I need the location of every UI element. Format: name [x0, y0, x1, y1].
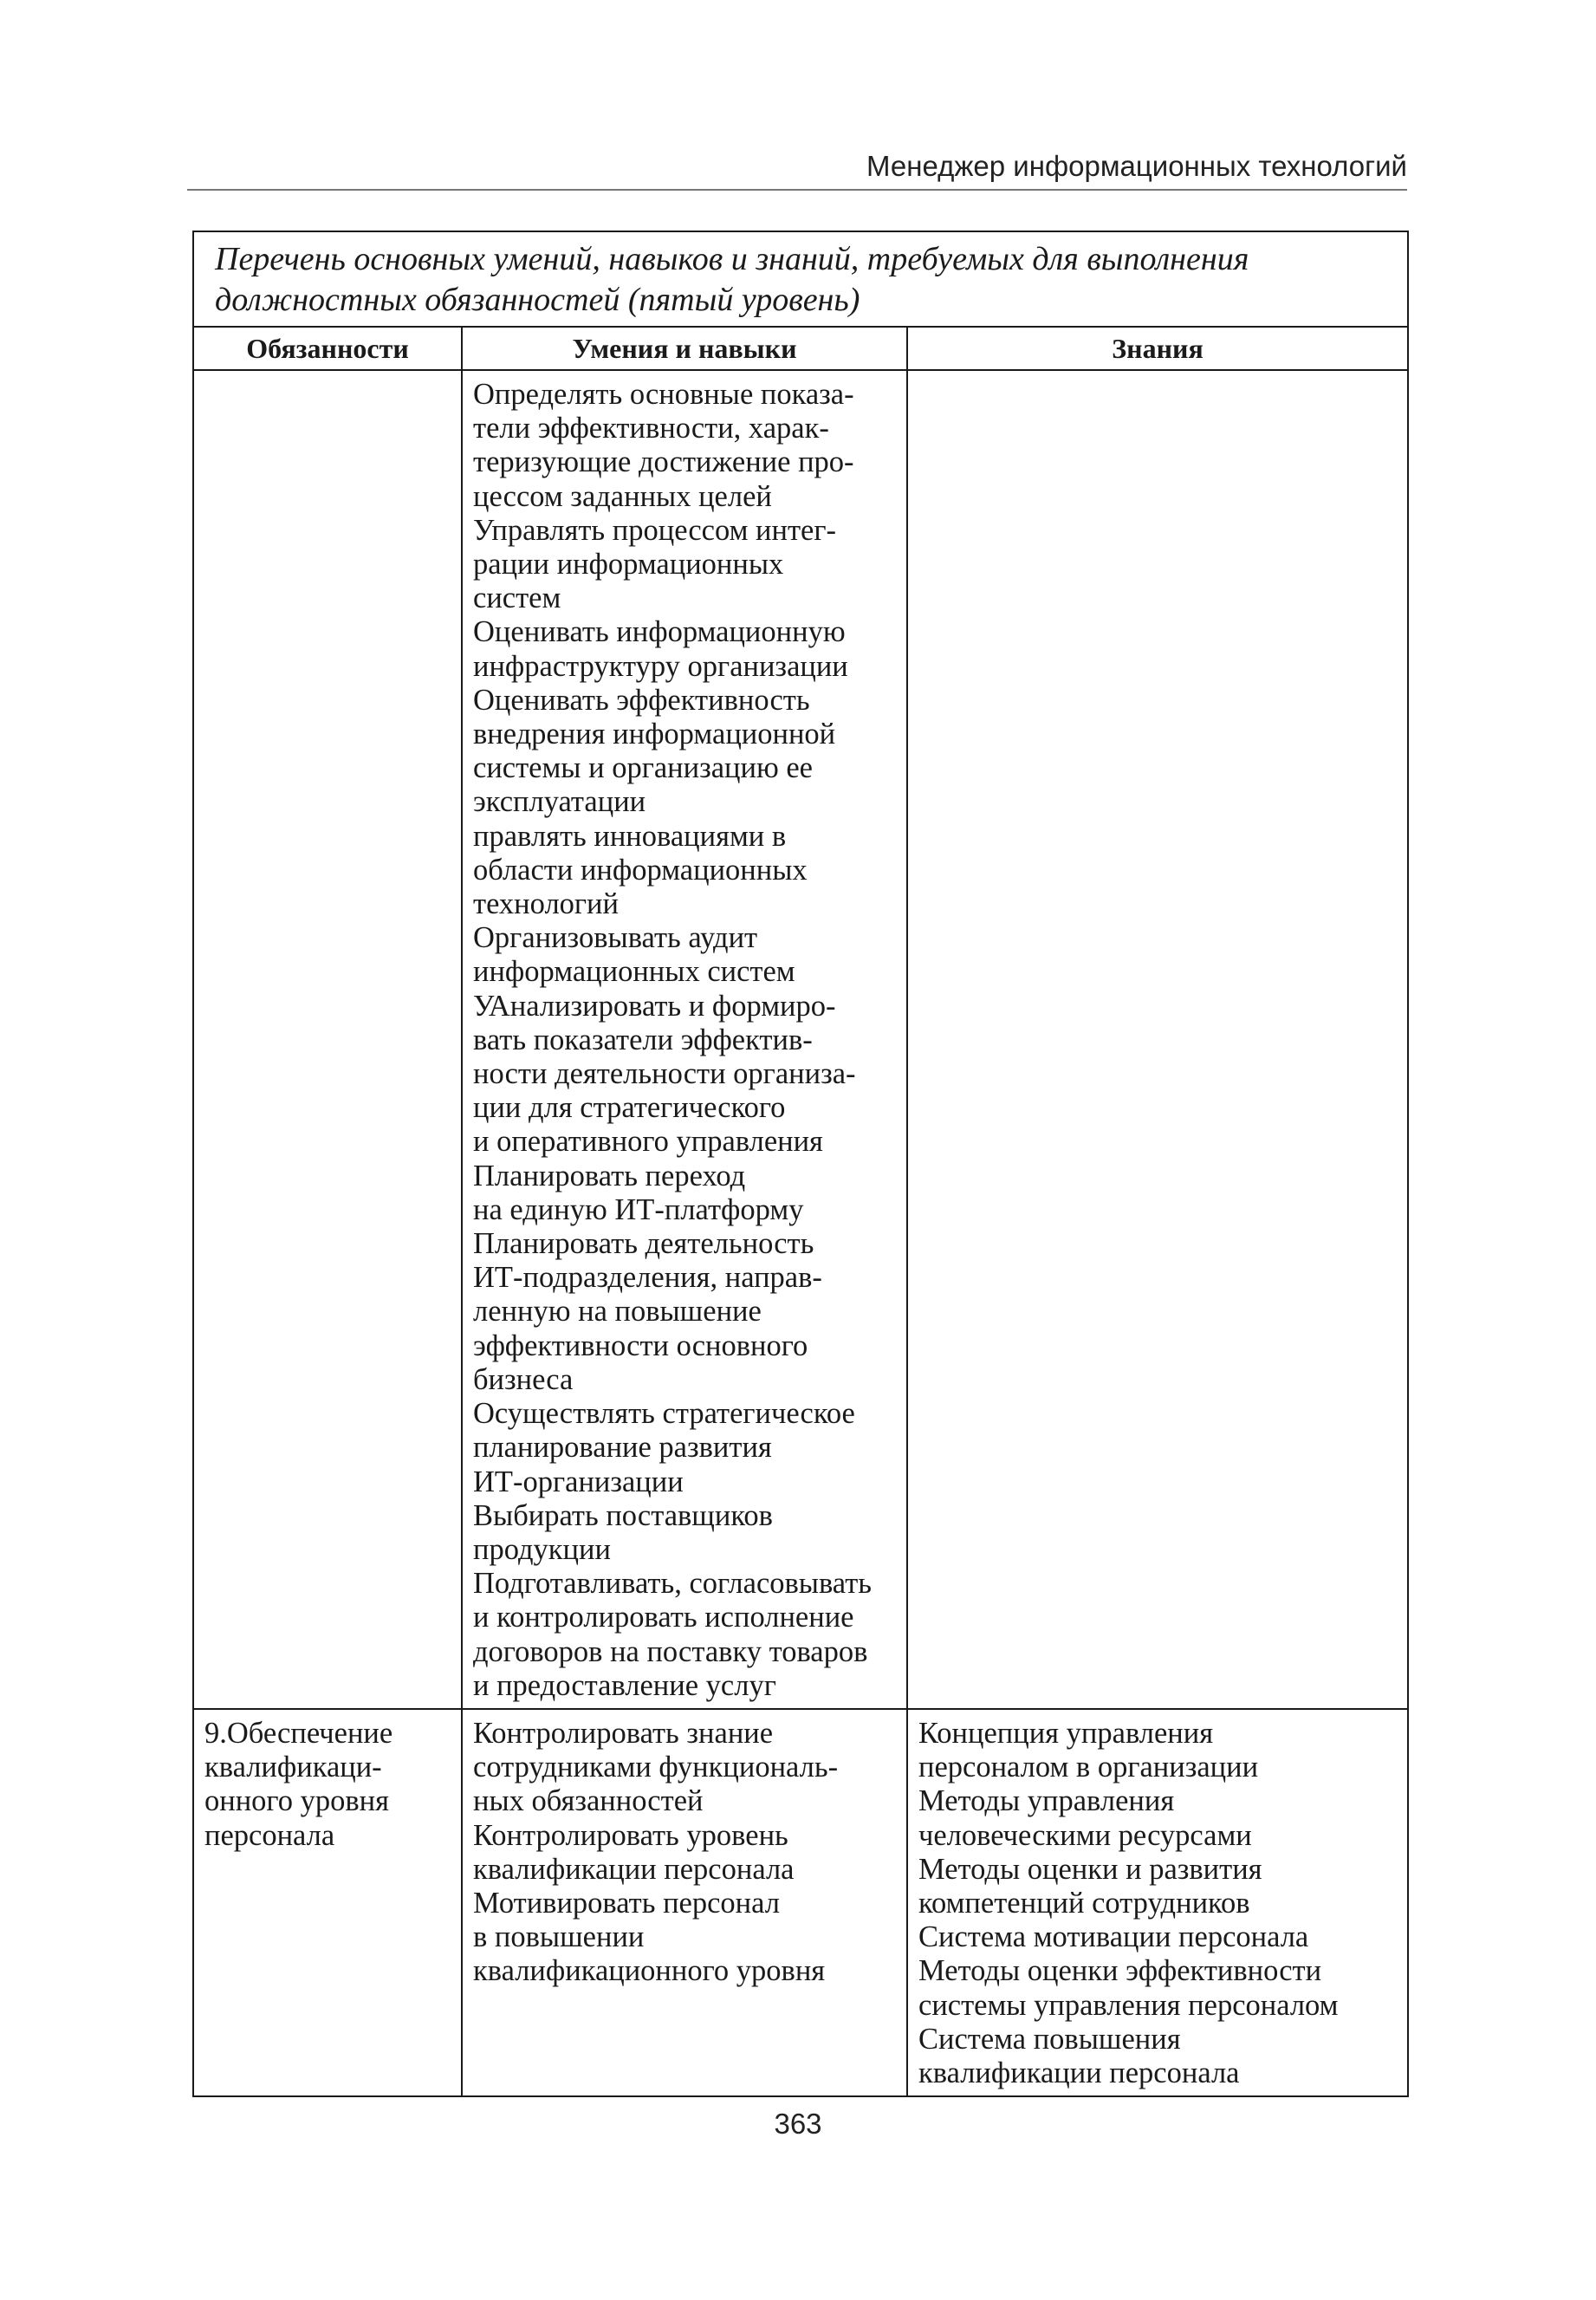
cell-text-line: планирование развития: [473, 1431, 772, 1465]
cell-text-line: области информационных: [473, 853, 808, 887]
table-row: [193, 370, 1408, 1709]
cell-text-line: Управлять процессом интег-: [473, 513, 837, 547]
cell-text-line: ИТ-организации: [473, 1465, 684, 1498]
cell-text-line: Концепция управления: [918, 1716, 1214, 1750]
cell-text-line: в повышении: [473, 1920, 645, 1954]
cell-text-line: онного уровня: [204, 1784, 389, 1818]
cell-text-line: вать показатели эффектив-: [473, 1023, 813, 1056]
cell-text-line: Контролировать знание: [473, 1716, 774, 1750]
cell-text-line: внедрения информационной: [473, 718, 836, 751]
cell-text-line: Методы управления: [918, 1784, 1175, 1818]
cell-text-line: ных обязанностей: [473, 1784, 704, 1818]
column-header-knowledge: Знания: [907, 327, 1408, 370]
cell-text-line: Система мотивации персонала: [918, 1920, 1309, 1954]
cell-text-line: УАнализировать и формиро-: [473, 989, 836, 1023]
table-row: [193, 1709, 1408, 2096]
cell-text-line: компетенций сотрудников: [918, 1886, 1250, 1920]
cell-text-line: Осуществлять стратегическое: [473, 1397, 855, 1431]
cell-text-line: ции для стратегического: [473, 1091, 786, 1125]
running-header: Менеджер информационных технологий: [187, 149, 1407, 191]
page-number: 363: [774, 2108, 822, 2140]
cell-text-line: персоналом в организации: [918, 1751, 1259, 1784]
cell-text-line: ленную на повышение: [473, 1295, 762, 1329]
cell-text-line: систем: [473, 581, 561, 615]
cell-text-line: ИТ-подразделения, направ-: [473, 1261, 822, 1295]
cell-text-line: эксплуатации: [473, 785, 646, 819]
cell-text-line: Определять основные показа-: [473, 378, 854, 411]
cell-text-line: квалификации персонала: [918, 2056, 1240, 2089]
cell-text-line: квалификационного уровня: [473, 1954, 826, 1988]
knowledge-cell: [907, 1709, 1408, 2096]
column-header-row: [193, 327, 1408, 370]
duties-cell: [193, 370, 462, 1709]
cell-text-line: Организовывать аудит: [473, 921, 758, 955]
cell-text-line: Выбирать поставщиков: [473, 1498, 773, 1532]
cell-text-line: Методы оценки эффективности: [918, 1954, 1322, 1988]
cell-text-line: Контролировать уровень: [473, 1818, 788, 1852]
cell-text-line: Методы оценки и развития: [918, 1852, 1262, 1886]
cell-text-line: инфраструктуру организации: [473, 649, 848, 683]
table-caption-row: [193, 231, 1408, 327]
duties-cell: [193, 1709, 462, 2096]
table-caption-line: Перечень основных умений, навыков и знаний, требуемых для выполнения: [215, 241, 1249, 277]
cell-text-line: Планировать переход: [473, 1159, 746, 1192]
cell-text-line: Планировать деятельность: [473, 1227, 814, 1261]
cell-text-line: сотрудниками функциональ-: [473, 1751, 839, 1784]
column-header-duties: Обязанности: [193, 327, 462, 370]
cell-text-line: системы и организацию ее: [473, 751, 813, 785]
cell-text-line: и оперативного управления: [473, 1125, 823, 1159]
table-caption-line: должностных обязанностей (пятый уровень): [215, 282, 860, 318]
cell-text-line: человеческими ресурсами: [918, 1818, 1252, 1852]
cell-text-line: цессом заданных целей: [473, 479, 772, 513]
skills-cell: [462, 370, 907, 1709]
cell-text-line: Оценивать эффективность: [473, 683, 810, 717]
cell-text-line: 9.Обеспечение: [204, 1716, 393, 1750]
cell-text-line: системы управления персоналом: [918, 1988, 1339, 2022]
table-caption: [193, 231, 1408, 327]
cell-text-line: продукции: [473, 1532, 611, 1566]
cell-text-line: квалификаци-: [204, 1751, 382, 1784]
cell-text-line: ности деятельности организа-: [473, 1057, 856, 1091]
column-header-skills: Умения и навыки: [462, 327, 907, 370]
cell-text-line: рации информационных: [473, 548, 784, 581]
cell-text-line: Оценивать информационную: [473, 615, 846, 649]
cell-text-line: квалификации персонала: [473, 1852, 795, 1886]
cell-text-line: и контролировать исполнение: [473, 1601, 854, 1634]
cell-text-line: договоров на поставку товаров: [473, 1634, 868, 1668]
cell-text-line: теризующие достижение про-: [473, 445, 854, 479]
knowledge-cell: [907, 370, 1408, 1709]
cell-text-line: информационных систем: [473, 955, 795, 989]
cell-text-line: Система повышения: [918, 2022, 1181, 2056]
cell-text-line: бизнеса: [473, 1362, 574, 1396]
cell-text-line: Мотивировать персонал: [473, 1886, 780, 1920]
cell-text-line: технологий: [473, 887, 619, 921]
cell-text-line: и предоставление услуг: [473, 1668, 776, 1702]
cell-text-line: персонала: [204, 1818, 335, 1852]
cell-text-line: Подготавливать, согласовывать: [473, 1567, 873, 1601]
competency-table: [192, 231, 1409, 2097]
skills-cell: [462, 1709, 907, 2096]
cell-text-line: эффективности основного: [473, 1329, 808, 1362]
cell-text-line: правлять инновациями в: [473, 819, 787, 853]
cell-text-line: на единую ИТ-платформу: [473, 1192, 804, 1226]
cell-text-line: тели эффективности, харак-: [473, 412, 829, 445]
